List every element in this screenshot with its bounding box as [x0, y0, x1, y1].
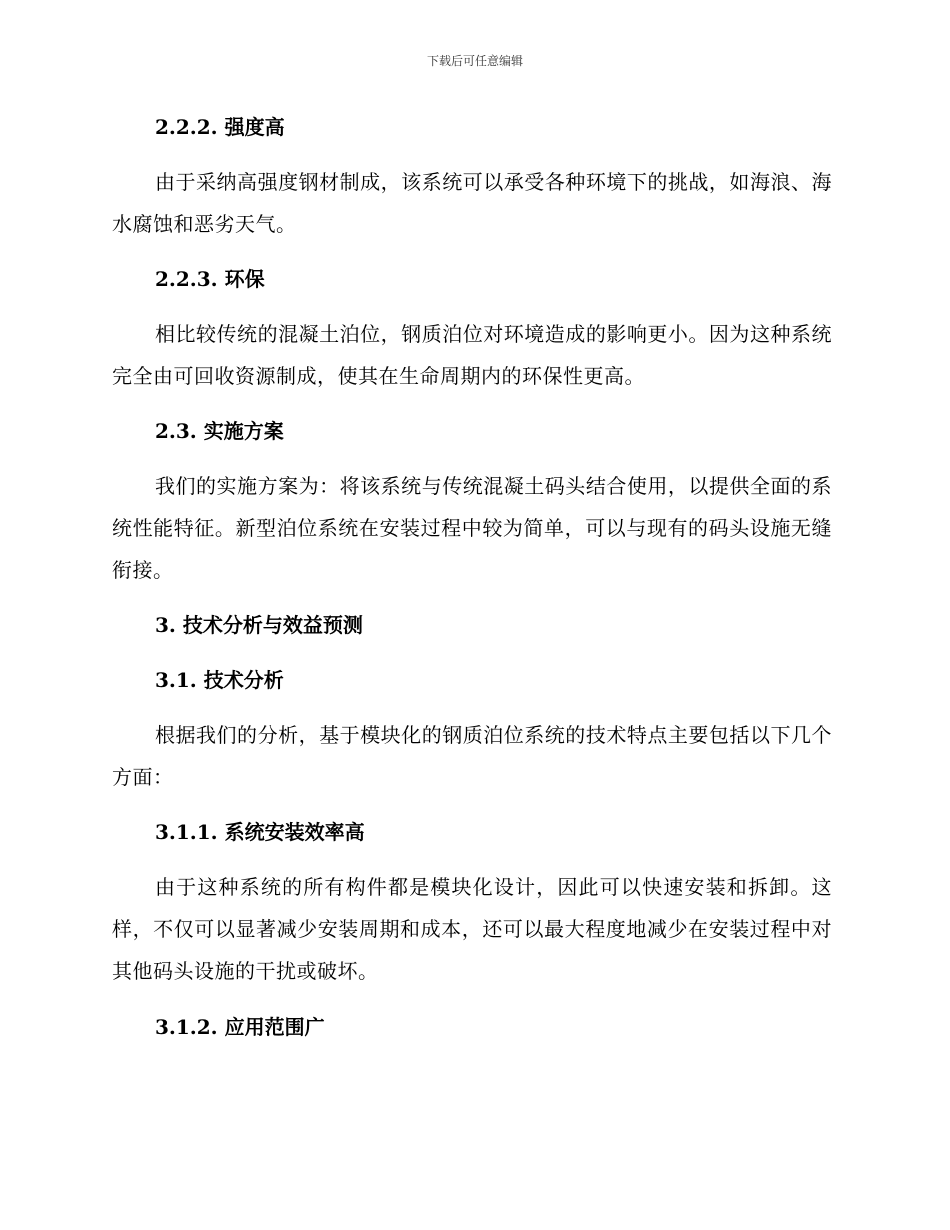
paragraph-environment: 相比较传统的混凝土泊位，钢质泊位对环境造成的影响更小。因为这种系统完全由可回收资源制成，使其在生命周期内的环保性更高。: [112, 322, 832, 388]
section-heading-2-2-3: 2.2.3. 环保: [155, 267, 265, 291]
section-heading-3-1-2: 3.1.2. 应用范围广: [155, 1015, 325, 1039]
paragraph-implementation: 我们的实施方案为：将该系统与传统混凝土码头结合使用，以提供全面的系统性能特征。新型泊位系统在安装过程中较为简单，可以与现有的码头设施无缝衔接。: [112, 474, 832, 582]
section-heading-3: 3. 技术分析与效益预测: [155, 613, 363, 637]
section-heading-2-2-2: 2.2.2. 强度高: [155, 115, 285, 139]
section-heading-3-1-1: 3.1.1. 系统安装效率高: [155, 820, 365, 844]
paragraph-strength: 由于采纳高强度钢材制成，该系统可以承受各种环境下的挑战，如海浪、海水腐蚀和恶劣天气。: [112, 170, 832, 236]
section-heading-3-1: 3.1. 技术分析: [155, 668, 284, 692]
paragraph-analysis: 根据我们的分析，基于模块化的钢质泊位系统的技术特点主要包括以下几个方面：: [112, 723, 832, 789]
section-heading-2-3: 2.3. 实施方案: [155, 419, 284, 443]
page-header: 下载后可任意编辑: [426, 54, 523, 68]
paragraph-installation: 由于这种系统的所有构件都是模块化设计，因此可以快速安装和拆卸。这样，不仅可以显著减少安装周期和成本，还可以最大程度地减少在安装过程中对其他码头设施的干扰或破坏。: [112, 875, 832, 983]
